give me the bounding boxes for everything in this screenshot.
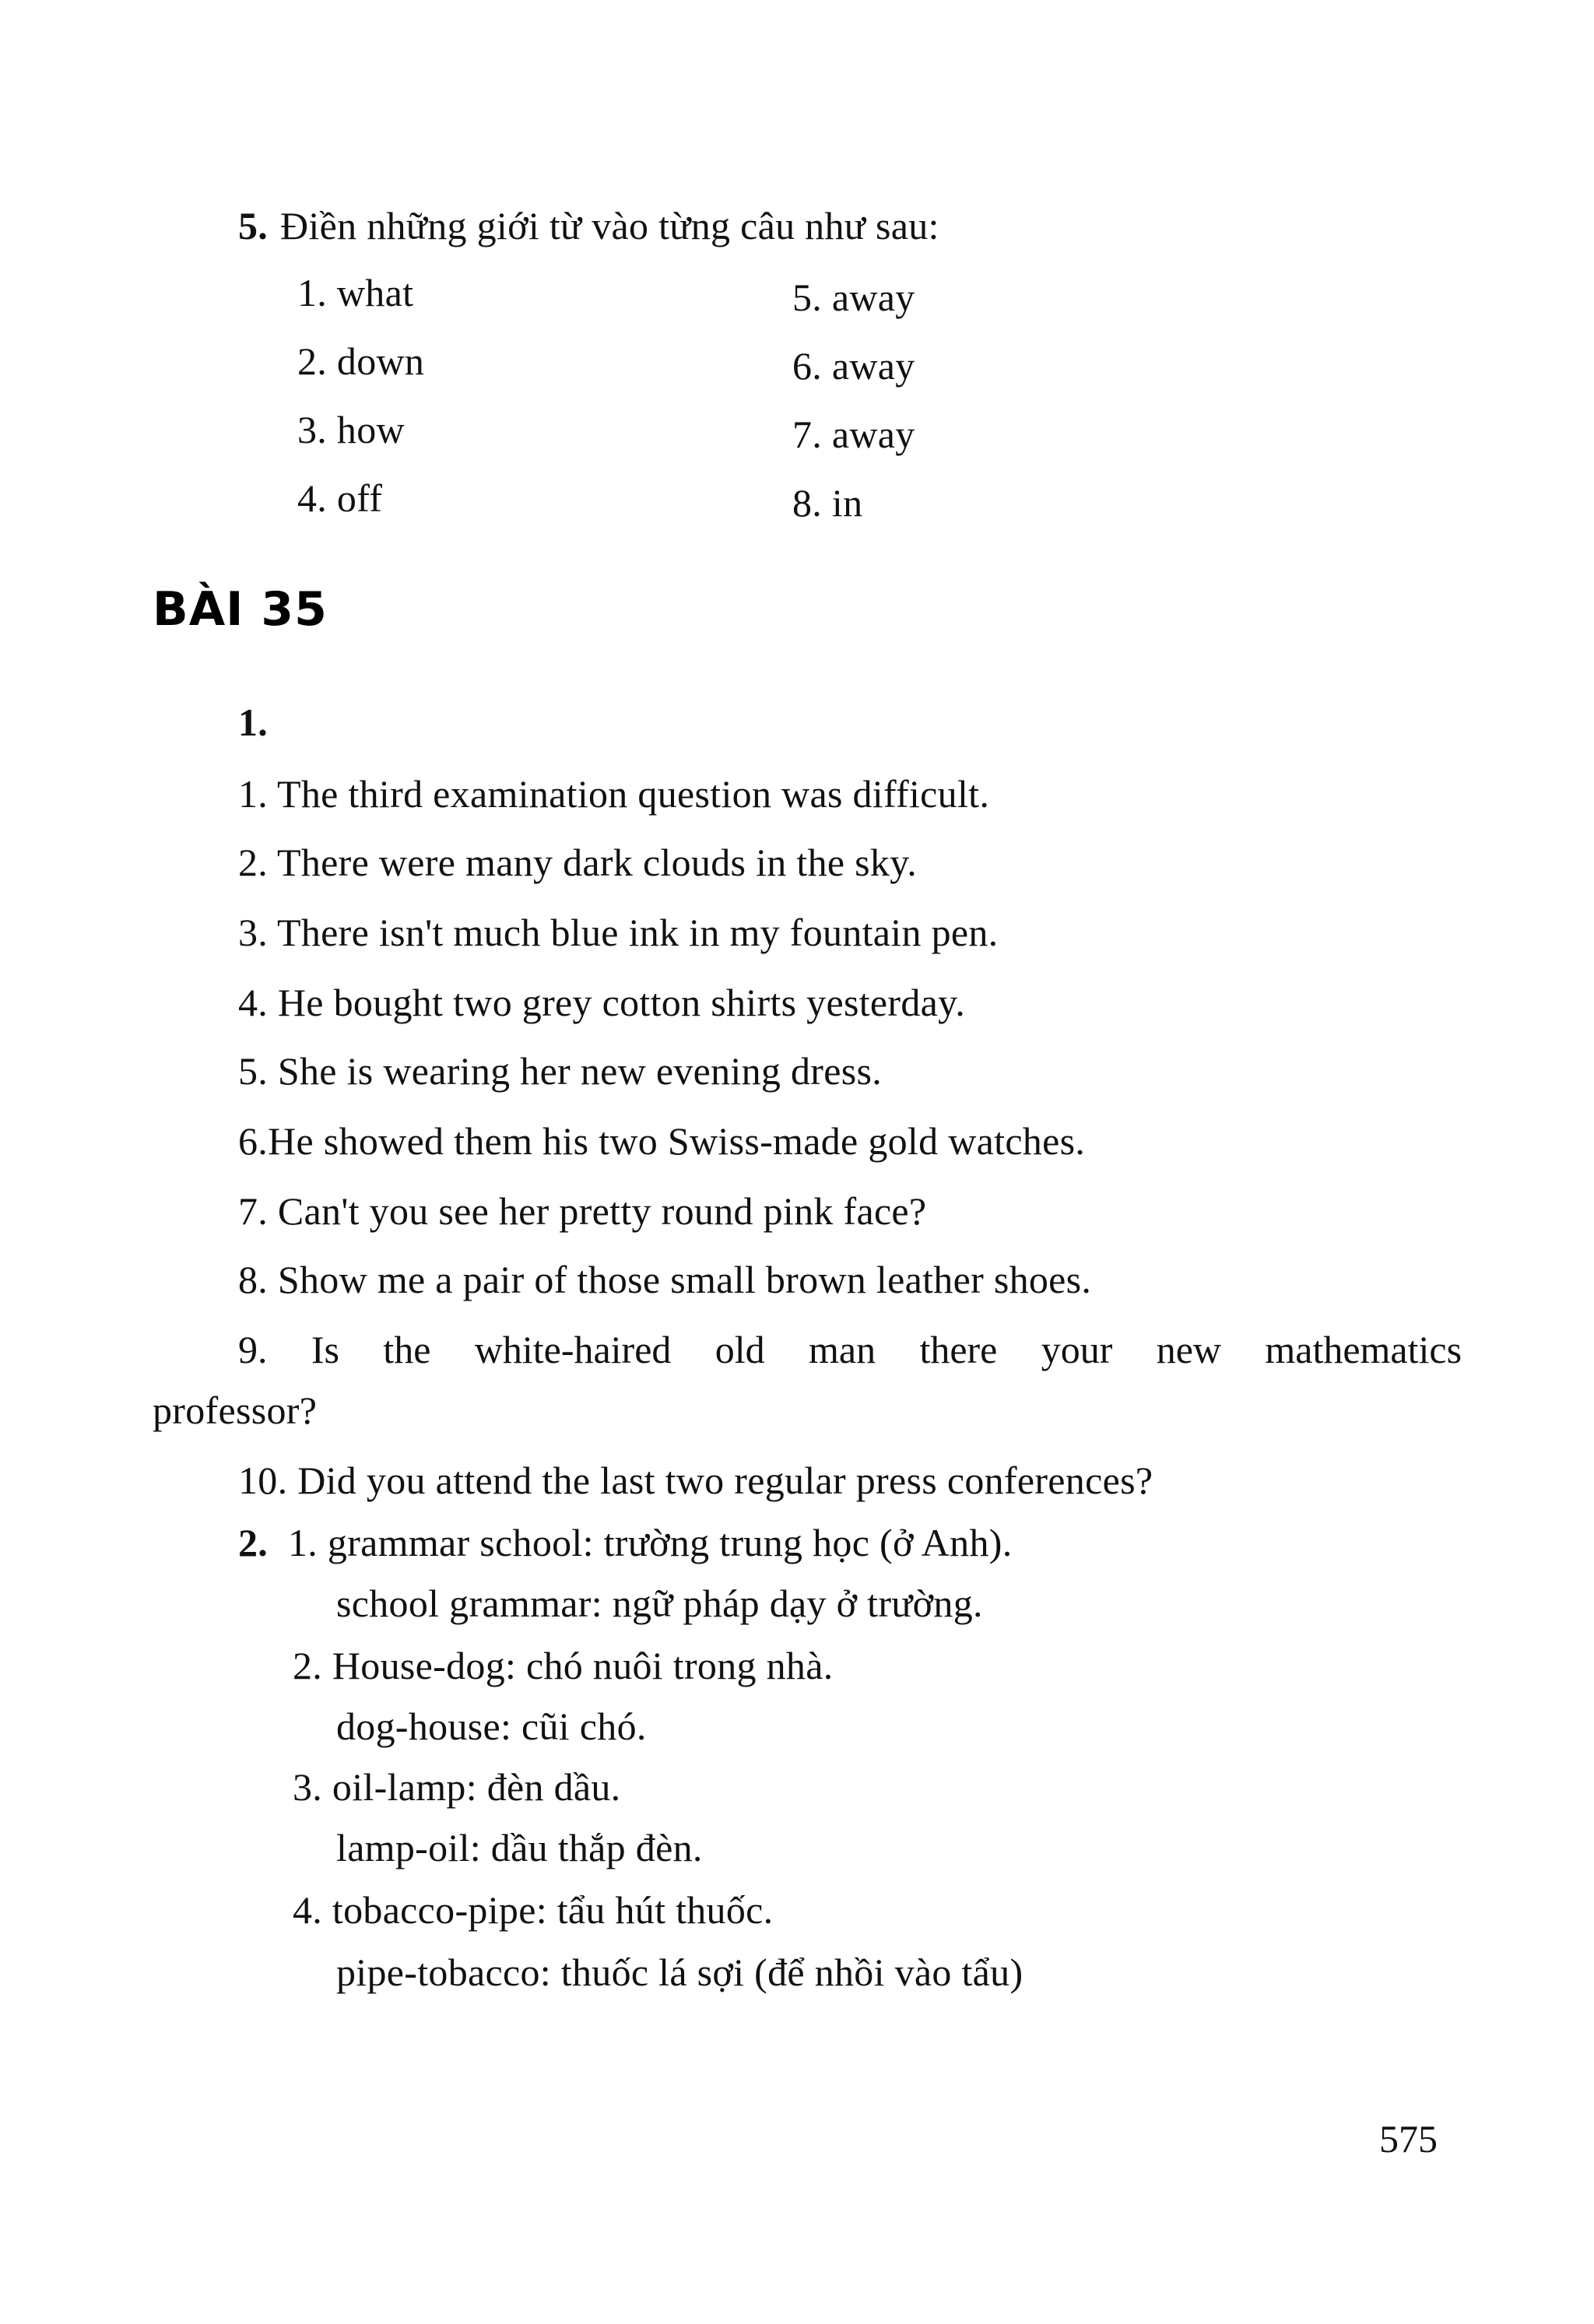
compound-item-pair: dog-house: cũi chó. <box>336 1704 647 1748</box>
answer-item: 3. how <box>297 408 405 451</box>
answer-item: 5. away <box>792 276 915 319</box>
sentence: 8. Show me a pair of those small brown leather shoes. <box>238 1258 1092 1301</box>
sentence: 10. Did you attend the last two regular press conferences? <box>238 1459 1153 1502</box>
compound-item: 4. tobacco-pipe: tẩu hút thuốc. <box>293 1888 774 1932</box>
answer-item: 4. off <box>297 476 383 520</box>
part-2-number: 2. <box>238 1521 269 1564</box>
sentence: 7. Can't you see her pretty round pink face? <box>238 1189 927 1233</box>
sentence: 2. There were many dark clouds in the sky. <box>238 841 918 884</box>
sentence: 1. The third examination question was difficult. <box>238 772 990 816</box>
sentence-continuation: professor? <box>153 1388 318 1432</box>
sentence: 5. She is wearing her new evening dress. <box>238 1049 883 1093</box>
sentence: 6.He showed them his two Swiss-made gold watches. <box>238 1119 1086 1163</box>
answer-item: 6. away <box>792 344 915 388</box>
exercise-5-number: 5. <box>238 204 269 247</box>
compound-item: 1. grammar school: trường trung học (ở Anh). <box>288 1521 1013 1564</box>
lesson-title: BÀI 35 <box>153 582 328 637</box>
answer-item: 7. away <box>792 412 915 456</box>
answer-item: 1. what <box>297 271 414 314</box>
sentence: 4. He bought two grey cotton shirts yesterday. <box>238 981 965 1024</box>
answer-item: 8. in <box>792 481 863 525</box>
sentence: 3. There isn't much blue ink in my fountain pen. <box>238 911 999 954</box>
compound-item-pair: school grammar: ngữ pháp dạy ở trường. <box>336 1582 983 1625</box>
compound-item: 3. oil-lamp: đèn dầu. <box>293 1765 621 1809</box>
compound-item-pair: lamp-oil: dầu thắp đèn. <box>336 1826 703 1869</box>
answer-item: 2. down <box>297 339 425 383</box>
exercise-5-instruction: Điền những giới từ vào từng câu như sau: <box>280 204 939 247</box>
sentence: 9. Is the white-haired old man there your new mathematics <box>238 1328 1462 1371</box>
part-1-number: 1. <box>238 700 269 744</box>
compound-item-pair: pipe-tobacco: thuốc lá sợi (để nhồi vào tẩu) <box>336 1950 1023 1994</box>
page-number: 575 <box>1379 2117 1438 2161</box>
compound-item: 2. House-dog: chó nuôi trong nhà. <box>293 1644 834 1687</box>
